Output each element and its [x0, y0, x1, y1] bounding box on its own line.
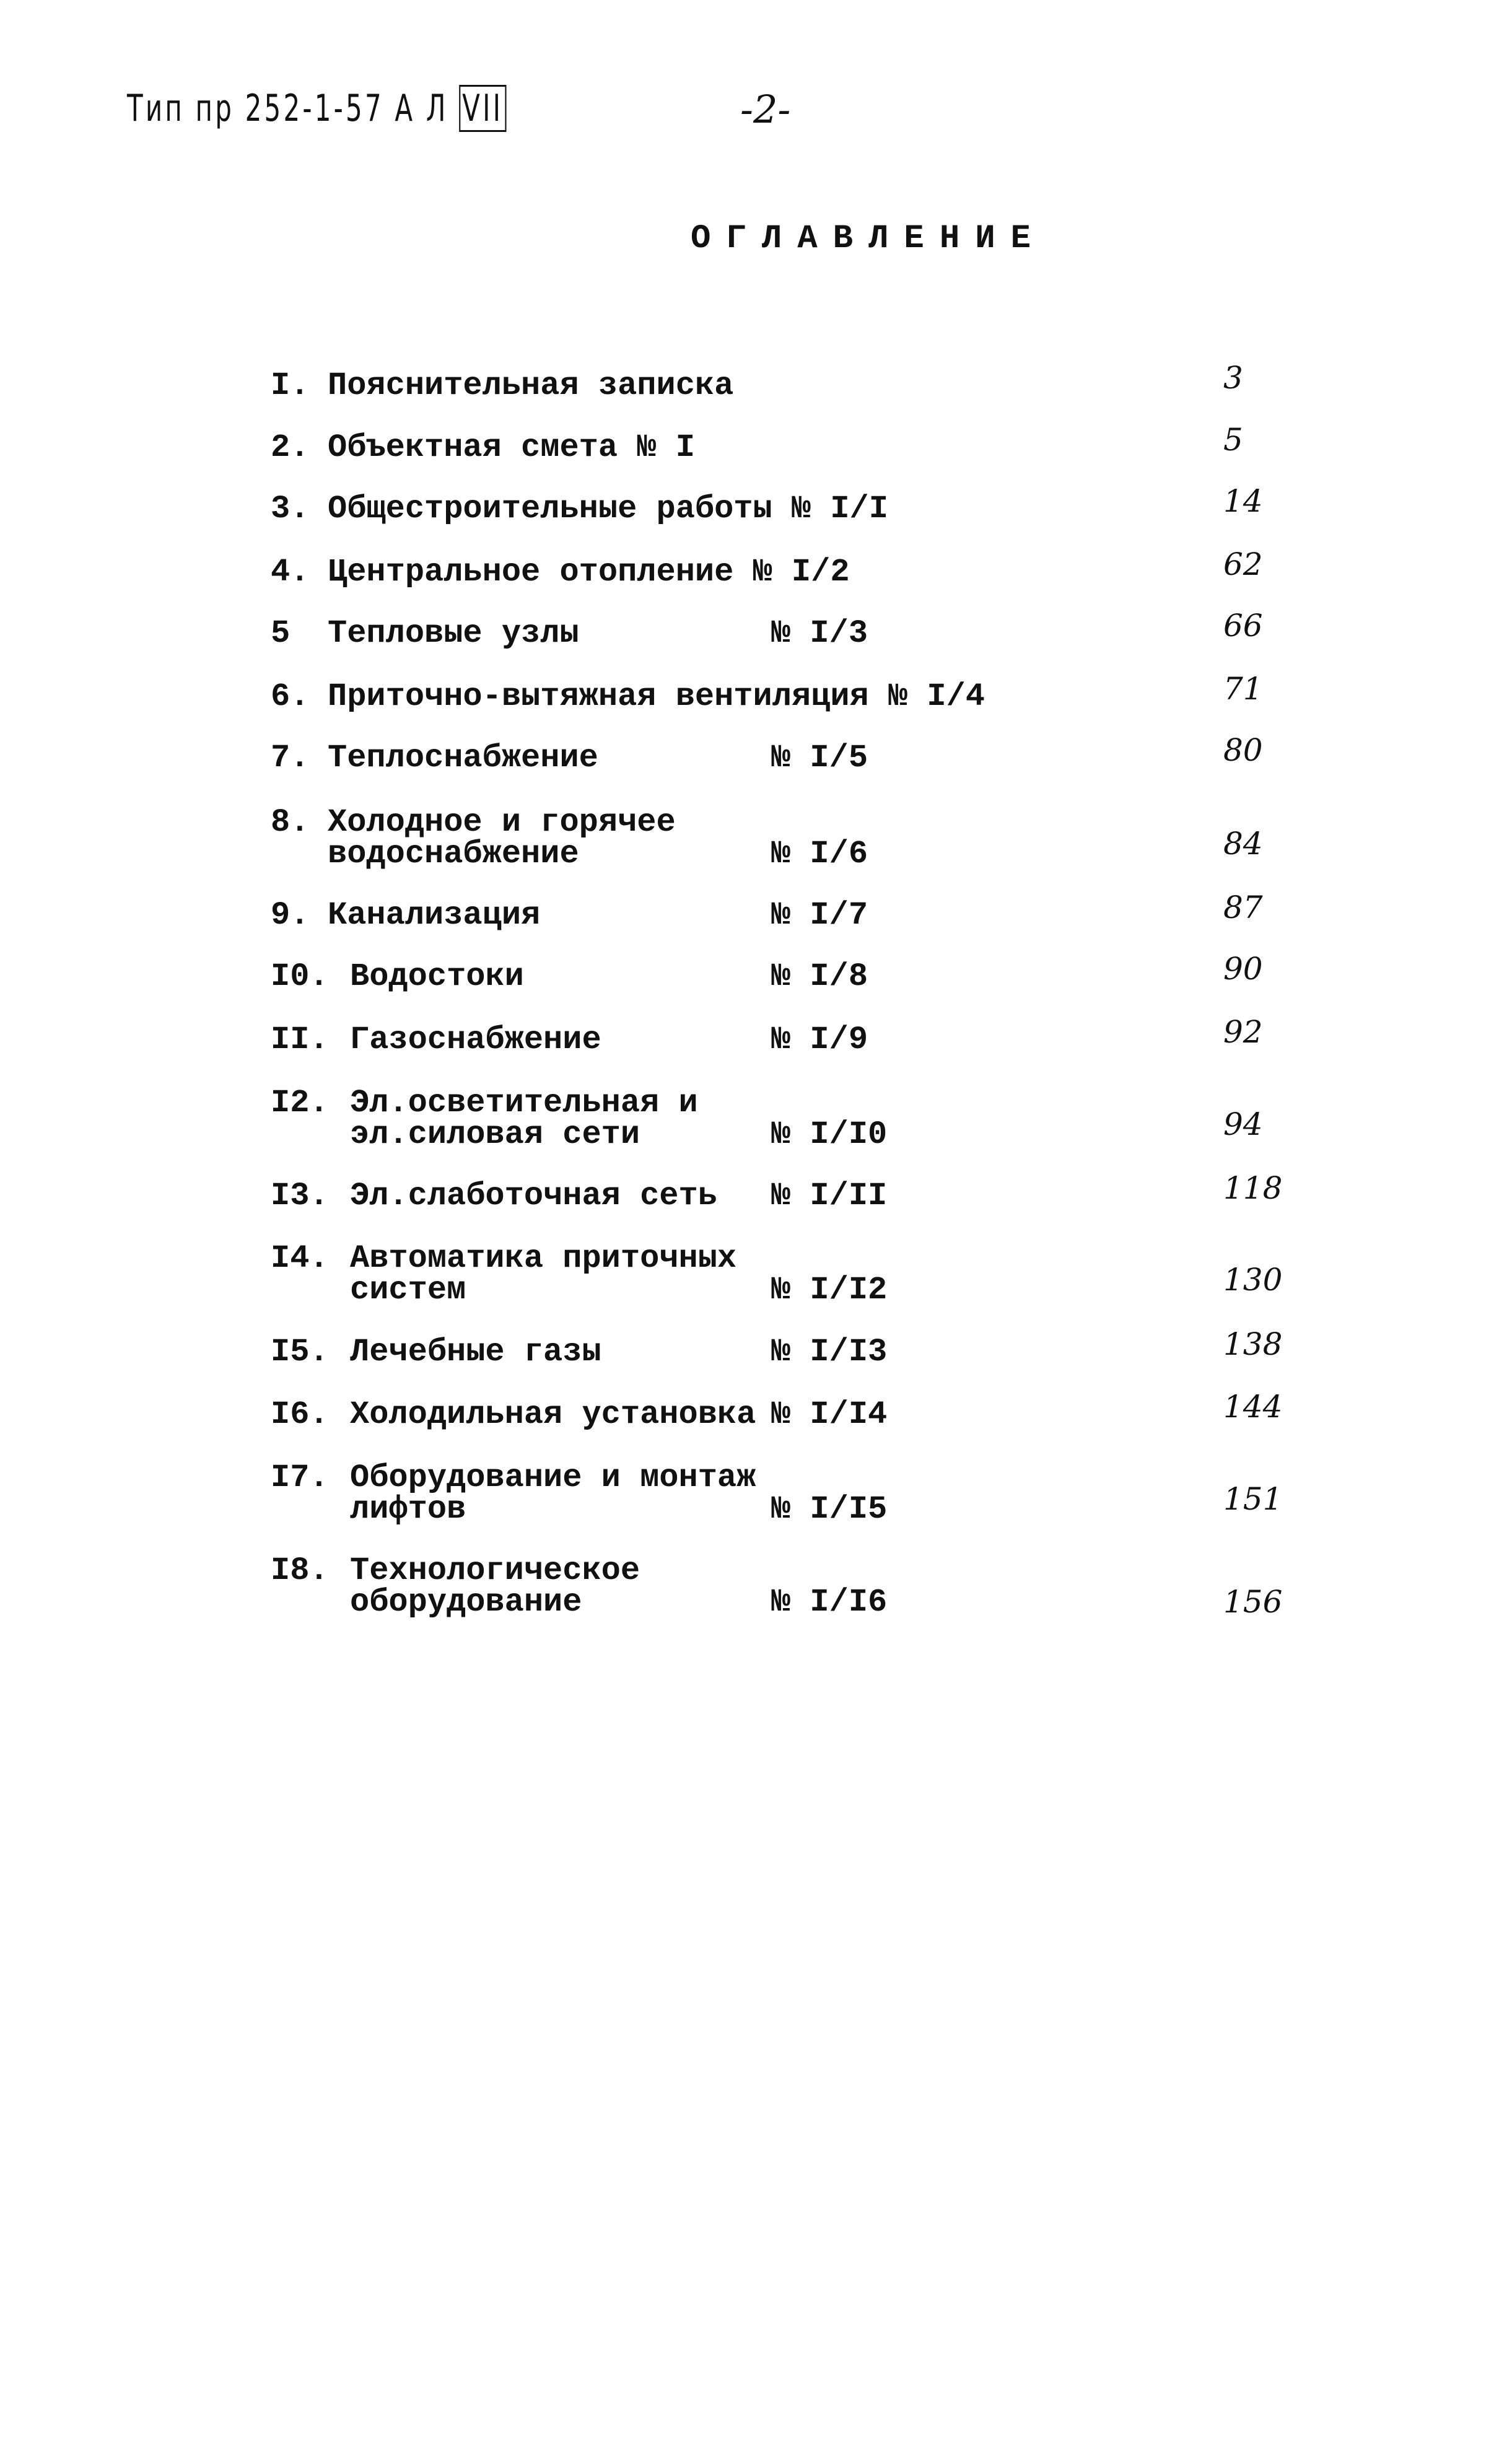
entry-number: I7.	[271, 1459, 329, 1496]
entry-title: Технологическое оборудование	[350, 1552, 640, 1620]
entry-number: II.	[271, 1021, 329, 1058]
entry-code: № I/II	[771, 1178, 888, 1214]
entry-title: Эл.осветительная и эл.силовая сети	[350, 1085, 698, 1153]
entry-title: Тепловые узлы	[328, 615, 579, 652]
entry-title: Объектная смета № I	[328, 429, 695, 466]
entry-page: 130	[1223, 1262, 1283, 1298]
entry-title: Оборудование и монтаж лифтов	[350, 1459, 756, 1528]
entry-page: 71	[1223, 671, 1263, 707]
doc-code: Тип пр 252-1-57 А Л	[127, 87, 448, 130]
entry-page: 144	[1223, 1389, 1283, 1425]
entry-number: 6.	[271, 678, 310, 715]
entry-title: Холодильная установка	[350, 1396, 756, 1433]
entry-page: 138	[1223, 1326, 1283, 1362]
entry-title: Водостоки	[350, 958, 524, 995]
entry-page: 3	[1223, 360, 1243, 396]
entry-code: № I/5	[771, 740, 868, 776]
entry-number: I6.	[271, 1396, 329, 1433]
entry-page: 94	[1223, 1106, 1263, 1142]
entry-page: 14	[1223, 483, 1263, 519]
entry-title: Газоснабжение	[350, 1021, 601, 1058]
entry-title: Теплоснабжение	[328, 740, 598, 776]
entry-page: 62	[1223, 546, 1263, 582]
entry-title: Приточно-вытяжная вентиляция № I/4	[328, 678, 985, 715]
entry-title: Эл.слаботочная сеть	[350, 1178, 717, 1214]
entry-title: Пояснительная записка	[328, 367, 734, 404]
page-number: -2-	[740, 87, 791, 132]
entry-number: 8.	[271, 804, 310, 841]
entry-page: 118	[1223, 1170, 1283, 1206]
entry-title: Лечебные газы	[350, 1334, 601, 1370]
entry-number: I.	[271, 367, 310, 404]
page-title: ОГЛАВЛЕНИЕ	[691, 220, 1047, 258]
entry-page: 87	[1223, 890, 1263, 925]
entry-title: Центральное отопление № I/2	[328, 554, 850, 590]
entry-number: I4.	[271, 1240, 329, 1277]
entry-number: 9.	[271, 897, 310, 934]
entry-number: 2.	[271, 429, 310, 466]
entry-code: № I/I5	[771, 1491, 888, 1528]
entry-page: 151	[1223, 1481, 1283, 1517]
entry-code: № I/8	[771, 958, 868, 995]
entry-page: 156	[1223, 1584, 1283, 1620]
entry-number: 3.	[271, 491, 310, 527]
entry-code: № I/I3	[771, 1334, 888, 1370]
entry-page: 66	[1223, 608, 1263, 644]
entry-number: I3.	[271, 1178, 329, 1214]
entry-code: № I/I4	[771, 1396, 888, 1433]
entry-code: № I/7	[771, 897, 868, 934]
entry-title: Канализация	[328, 897, 541, 934]
entry-number: I2.	[271, 1085, 329, 1121]
entry-code: № I/I0	[771, 1116, 888, 1153]
entry-page: 5	[1223, 422, 1243, 458]
entry-code: № I/I6	[771, 1584, 888, 1620]
entry-number: 5	[271, 615, 291, 652]
entry-code: № I/I2	[771, 1272, 888, 1308]
entry-number: 7.	[271, 740, 310, 776]
volume-number: VII	[459, 85, 506, 132]
entry-page: 92	[1223, 1014, 1263, 1050]
entry-number: I5.	[271, 1334, 329, 1370]
entry-number: I0.	[271, 958, 329, 995]
entry-number: I8.	[271, 1552, 329, 1589]
entry-code: № I/6	[771, 836, 868, 872]
entry-page: 84	[1223, 826, 1263, 862]
entry-page: 80	[1223, 732, 1263, 768]
entry-title: Холодное и горячее водоснабжение	[328, 804, 676, 872]
entry-title: Общестроительные работы № I/I	[328, 491, 888, 527]
entry-code: № I/9	[771, 1021, 868, 1058]
entry-code: № I/3	[771, 615, 868, 652]
document-code	[127, 87, 506, 130]
entry-title: Автоматика приточных систем	[350, 1240, 737, 1308]
entry-number: 4.	[271, 554, 310, 590]
entry-page: 90	[1223, 951, 1263, 987]
